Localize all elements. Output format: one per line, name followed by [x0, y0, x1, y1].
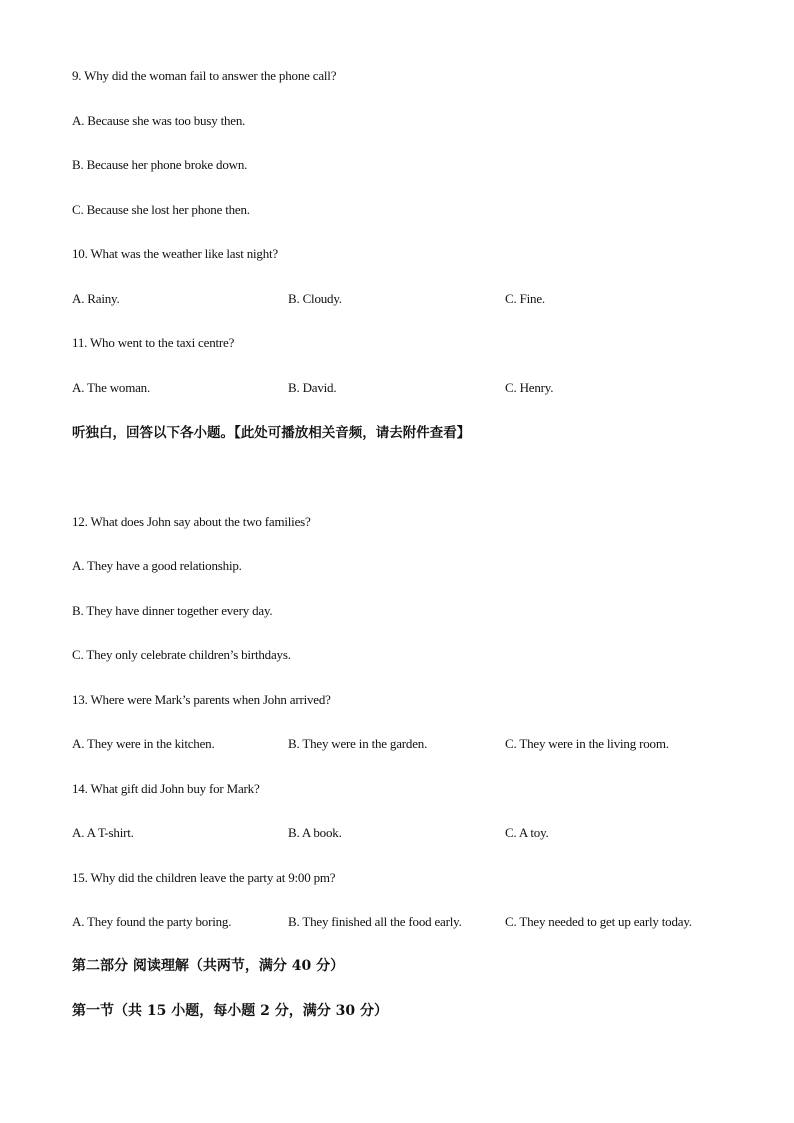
question-9-option-a: A. Because she was too busy then. [72, 113, 246, 128]
question-10-option-b: B. Cloudy. [288, 291, 342, 306]
question-12-option-c: C. They only celebrate children’s birthdays. [72, 647, 291, 662]
question-14-option-c: C. A toy. [505, 825, 549, 840]
question-15-stem: 15. Why did the children leave the party at 9:00 pm? [72, 870, 336, 885]
question-13-stem: 13. Where were Mark’s parents when John arrived? [72, 692, 331, 707]
question-9-stem: 9. Why did the woman fail to answer the phone call? [72, 68, 337, 83]
question-13-option-b: B. They were in the garden. [288, 736, 428, 751]
question-9-option-b: B. Because her phone broke down. [72, 157, 248, 172]
question-13-option-c: C. They were in the living room. [505, 736, 669, 751]
question-14-option-a: A. A T-shirt. [72, 825, 134, 840]
question-13-option-a: A. They were in the kitchen. [72, 736, 215, 751]
section-heading-section-one: 第一节（共 15 小题，每小题 2 分，满分 30 分） [72, 1003, 388, 1019]
question-11-option-b: B. David. [288, 380, 337, 395]
question-11-stem: 11. Who went to the taxi centre? [72, 335, 235, 350]
question-14-option-b: B. A book. [288, 825, 342, 840]
question-15-option-a: A. They found the party boring. [72, 914, 232, 929]
question-14-stem: 14. What gift did John buy for Mark? [72, 781, 260, 796]
question-12-option-b: B. They have dinner together every day. [72, 603, 273, 618]
question-15-option-b: B. They finished all the food early. [288, 914, 462, 929]
question-12-stem: 12. What does John say about the two families? [72, 514, 311, 529]
listening-instruction: 听独白，回答以下各小题。【此处可播放相关音频，请去附件查看】 [72, 425, 471, 441]
section-heading-part-two: 第二部分 阅读理解（共两节，满分 40 分） [72, 958, 345, 974]
question-9-option-c: C. Because she lost her phone then. [72, 202, 250, 217]
question-15-option-c: C. They needed to get up early today. [505, 914, 692, 929]
question-10-option-c: C. Fine. [505, 291, 545, 306]
question-11-option-a: A. The woman. [72, 380, 151, 395]
question-10-option-a: A. Rainy. [72, 291, 120, 306]
question-11-option-c: C. Henry. [505, 380, 554, 395]
question-12-option-a: A. They have a good relationship. [72, 558, 242, 573]
question-10-stem: 10. What was the weather like last night? [72, 246, 278, 261]
